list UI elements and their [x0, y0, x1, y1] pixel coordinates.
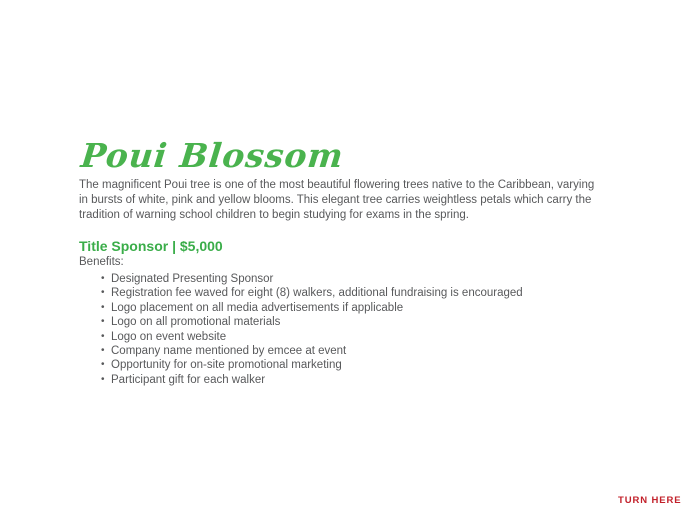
- benefit-item: • Registration fee waved for eight (8) walkers, additional fundraising is encouraged: [111, 286, 631, 300]
- turn-here-label: TURN HERE: [618, 495, 682, 506]
- intro-line-1: The magnificent Poui tree is one of the most beautiful flowering trees native to the Caribbean, varying: [79, 179, 595, 191]
- benefit-item: • Logo on event website: [111, 330, 631, 344]
- benefit-item: • Logo on all promotional materials: [111, 315, 631, 329]
- benefit-item: • Opportunity for on-site promotional marketing: [111, 358, 631, 372]
- benefits-label: Benefits:: [79, 256, 124, 268]
- benefit-item: • Company name mentioned by emcee at event: [111, 344, 631, 358]
- intro-line-2: in bursts of white, pink and yellow blooms. This elegant tree carries weightless petals which carry the: [79, 194, 592, 206]
- benefit-item: • Logo placement on all media advertisements if applicable: [111, 301, 631, 315]
- page-title-script: Poui Blossom: [79, 136, 346, 175]
- section-title-sponsor: Title Sponsor | $5,000: [79, 238, 223, 254]
- intro-line-3: tradition of warning school children to begin studying for exams in the spring.: [79, 209, 469, 221]
- benefits-list: [79, 272, 631, 387]
- benefit-item: • Designated Presenting Sponsor: [111, 272, 631, 286]
- content-block: [79, 136, 631, 387]
- intro-paragraph: [79, 178, 631, 223]
- benefit-item: • Participant gift for each walker: [111, 373, 631, 387]
